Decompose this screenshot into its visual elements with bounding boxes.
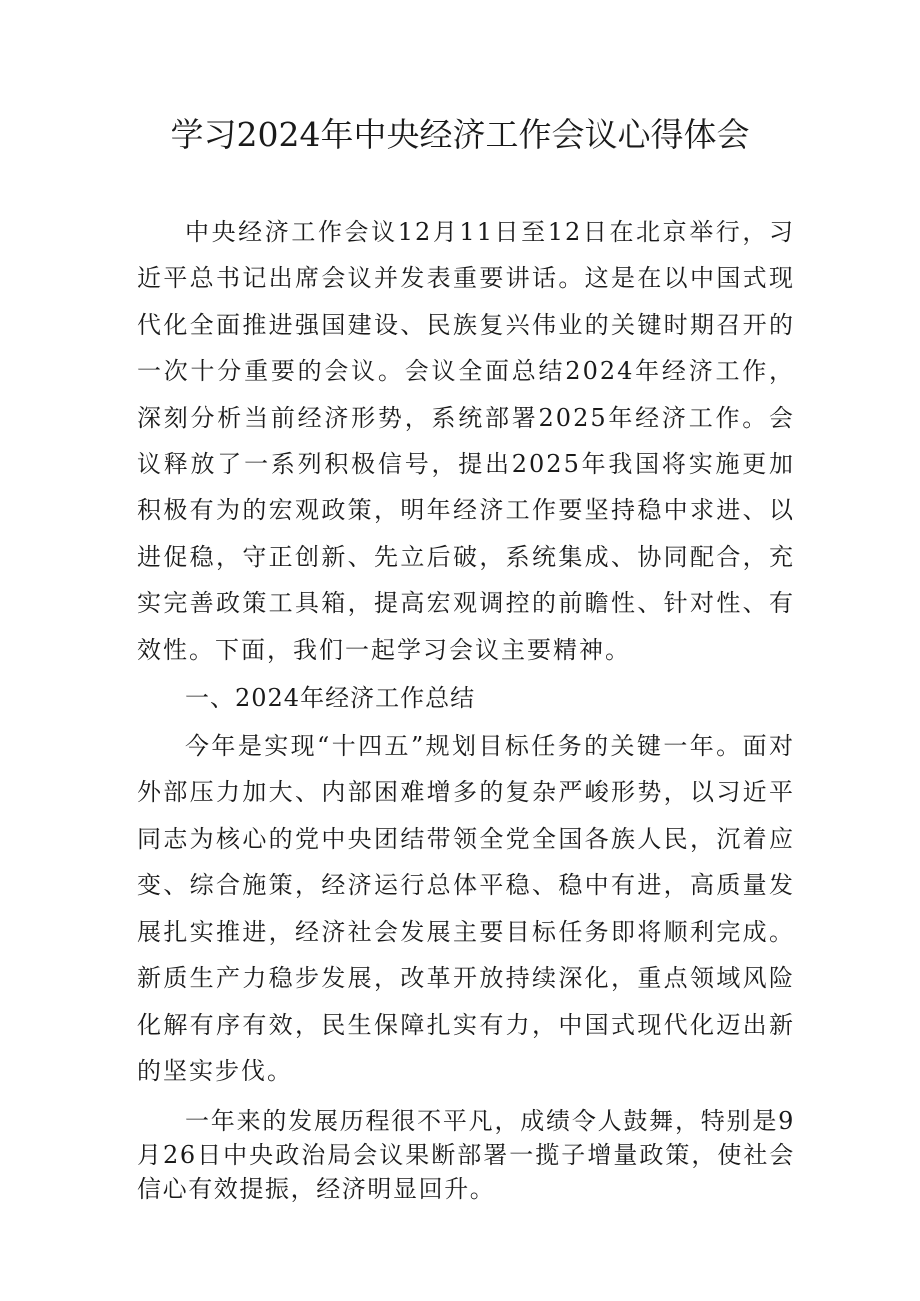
closing-paragraph: 一年来的发展历程很不平凡，成绩令人鼓舞，特别是9月26日中央政治局会议果断部署一揽子增量政策，使社会信心有效提振，经济明显回升。 [137,1107,795,1204]
summary-paragraph: 今年是实现“十四五”规划目标任务的关键一年。面对外部压力加大、内部困难增多的复杂严峻形势，以习近平同志为核心的党中央团结带领全党全国各族人民，沉着应变、综合施策，经济运行总体平稳、稳中有进，高质量发展扎实推进，经济社会发展主要目标任务即将顺利完成。新质生产力稳步发展，改革开放持续深化，重点领域风险化解有序有效，民生保障扎实有力，中国式现代化迈出新的坚实步伐。 [137,732,795,1085]
intro-paragraph: 中央经济工作会议12月11日至12日在北京举行，习近平总书记出席会议并发表重要讲话。这是在以中国式现代化全面推进强国建设、民族复兴伟业的关键时期召开的一次十分重要的会议。会议全面总结2024年经济工作，深刻分析当前经济形势，系统部署2025年经济工作。会议释放了一系列积极信号，提出2025年我国将实施更加积极有为的宏观政策，明年经济工作要坚持稳中求进、以进促稳，守正创新、先立后破，系统集成、协同配合，充实完善政策工具箱，提高宏观调控的前瞻性、针对性、有效性。下面，我们一起学习会议主要精神。 [137,218,795,664]
section-heading: 一、2024年经济工作总结 [185,684,476,713]
document-title: 学习2024年中央经济工作会议心得体会 [170,115,750,154]
document-body [137,209,795,1206]
